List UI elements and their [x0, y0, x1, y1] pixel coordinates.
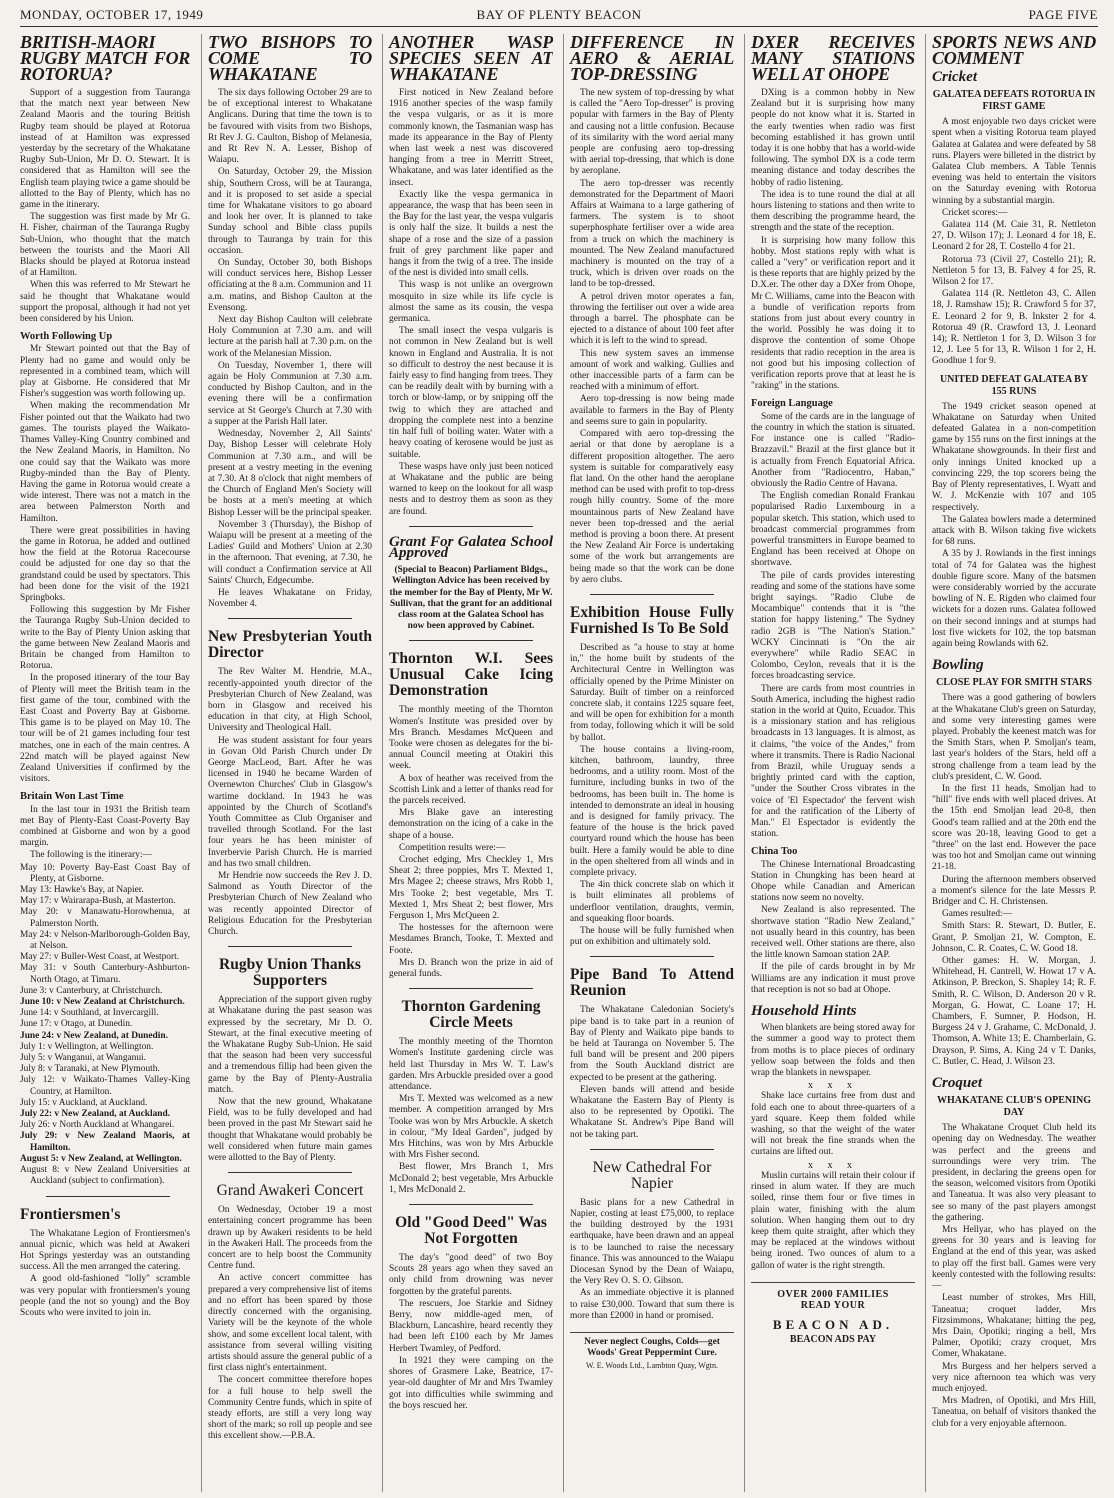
- paragraph: Next day Bishop Caulton will celebrate Holy Communion at 7.30 a.m. and will lecture at the parish hall at 7.30 p.m. on the work of the Melanesian Mission.: [208, 315, 372, 359]
- paragraph: The Galatea bowlers made a determined attack with B. Wilson taking five wickets for 68 runs.: [932, 514, 1096, 548]
- itinerary-item: July 8: v Taranaki, at New Plymouth.: [20, 1064, 160, 1075]
- divider: [590, 956, 714, 957]
- paragraph: Least number of strokes, Mrs Hill, Taneatua; croquet ladder, Mrs Fitzsimmons, Whakatane; hitting the peg, Mrs Dain, Opotiki; ringing a bell, Mrs Palmer, Opotiki; crazy croquet, Mrs Comer, Whakatane.: [932, 1293, 1096, 1360]
- paragraph: When blankets are being stored away for the summer a good way to protect them from moths is to place pieces of ordinary yellow soap between the folds and then wrap the blankets in newspaper.: [751, 1023, 915, 1079]
- headline-frontiersmen: Frontiersmen's: [20, 1205, 121, 1223]
- paragraph: Games resulted:—: [942, 909, 1013, 920]
- paragraph: A 35 by J. Rowlands in the first innings total of 74 for Galatea was the highest double figure score. Many of the batsmen were considerably worried by the accurate bowling of N. E. Rigden who claimed four wickets for a dozen runs. Galatea followed on their second innings and at stumps had lost five wickets for 102, the top batsman again being Rowlands with 62.: [932, 549, 1096, 649]
- headline-two-bishops: TWO BISHOPS TO COME TO WHAKATANE: [208, 34, 372, 84]
- separator-mark: x x x: [808, 1159, 858, 1171]
- paragraph: It is surprising how many follow this hobby. Most stations reply with what is called a "very" or verification report and it is these reports that are highly prized by the D.X.er. The other day a DXer from Ohope, Mr C. Williams, came into the Beacon with a bundle of verification reports from stations from just about every country in the world. Possibly he was doing it to disprove the contention of some Ohope residents that radio reception in the area is not good but his imposing collection of verification reports prove that at least he is "raking" in the stations.: [751, 235, 915, 392]
- paragraph: The following is the itinerary:—: [30, 850, 152, 861]
- column-2: [201, 34, 372, 1492]
- itinerary-item: May 17: v Wairarapa-Bush, at Masterton.: [20, 896, 176, 907]
- headline-gardening-circle: Thornton Gardening Circle Meets: [401, 998, 541, 1032]
- divider: [409, 526, 533, 527]
- paragraph: In the first 11 heads, Smoljan had to "hill" five ends with well placed drives. At the 15th end Smoljan lead 20-8, then Good's team rallied and at the 20th end the score was 20-18, leaving Good to get a "three" on the last end. However the pace was too hot and Smoljan came out winning 21-18.: [932, 783, 1096, 873]
- ad-advertiser: W. E. Woods Ltd., Lambton Quay, Wgtn.: [585, 1360, 718, 1370]
- headline-sports-news: SPORTS NEWS AND COMMENT: [932, 34, 1096, 68]
- paragraph: Mrs Blake gave an interesting demonstration on the icing of a cake in the shape of a house.: [389, 808, 553, 841]
- article-body: [751, 412, 915, 841]
- paragraph: The concert committee therefore hopes for a full house to help swell the Community Centre funds, which in spite of steady efforts, are still a very long way short of the mark; so roll up people and see this excellent show.—P.B.A.: [208, 1375, 372, 1442]
- headline-croquet-opening: WHAKATANE CLUB'S OPENING DAY: [936, 1095, 1092, 1119]
- grant-announcement: (Special to Beacon) Parliament Bldgs., Wellington Advice has been received by the member for the Bay of Plenty, Mr W. Sullivan, that the grant for an additional class room at the Galatea School has now been approved by Cabinet.: [389, 565, 553, 632]
- paragraph: Appreciation of the support given rugby at Whakatane during the past season was expressed by the secretary, Mr D. O. Stewart, at the final executive meeting of the Whakatane Rugby Sub-Union. He said that the season had been very successful and a tremendous fillip had been given the game by the Bay of Plenty-Australia match.: [208, 995, 372, 1095]
- divider: [409, 1204, 533, 1205]
- paragraph: He leaves Whakatane on Friday, November 4.: [208, 587, 372, 610]
- paragraph: The rescuers, Joe Starkie and Sidney Berry, now middle-aged men, of Blackburn, Lancashire, heard recently they had been left £100 each by Mr James Herbert Twamley, of Pedford.: [389, 1298, 553, 1354]
- itinerary-item: July 5: v Wanganui, at Wanganui.: [20, 1053, 146, 1064]
- paragraph: Following this suggestion by Mr Fisher the Tauranga Rugby Sub-Union decided to write to the Bay of Plenty Union asking that the game between New Zealand Maoris and Britain be changed from Hamilton to Rotorua.: [20, 605, 190, 672]
- paragraph: Competition results were:—: [399, 842, 506, 853]
- article-body: [751, 88, 915, 392]
- divider: [228, 1172, 352, 1173]
- itinerary-item: July 12: v Waikato-Thames Valley-King Country, at Hamilton.: [20, 1075, 190, 1097]
- itinerary-item: August 5: v New Zealand, at Wellington.: [20, 1153, 182, 1164]
- article-body: [208, 667, 372, 938]
- masthead: [20, 4, 1098, 27]
- divider: [409, 640, 533, 641]
- paragraph: In the proposed itinerary of the tour Bay of Plenty will meet the British team in the first game of the tour, combined with the East Coast and Poverty Bay at Gisborne. This game is to be played on May 10. The tour will be of 21 games including four test matches, one in each of the main centres. A 22nd match will be played against New Zealand Universities if confirmed by the visitors.: [20, 673, 190, 785]
- article-body: [570, 1198, 734, 1322]
- paragraph: Support of a suggestion from Tauranga that the match next year between New Zealand Maoris and the touring British Rugby team should be played at Rotorua instead of at Hamilton was expressed yesterday by the secretary of the Whakatane Rugby Sub-Union, Mr D. O. Stewart. It is considered that as Hamilton will see the English team playing twice a game should be allotted to the Bay of Plenty, which has no game in the itinerary.: [20, 88, 190, 211]
- article-body: [389, 1037, 553, 1196]
- article-body: [208, 1205, 372, 1442]
- article-body: [932, 402, 1096, 650]
- paragraph: Mrs D. Branch won the prize in aid of general funds.: [389, 957, 553, 980]
- ad-line: BEACON AD.: [772, 1317, 894, 1333]
- paragraph: Aero top-dressing is now being made available to farmers in the Bay of Plenty and seems sure to gain in popularity.: [570, 394, 734, 427]
- paragraph: The Whakatane Caledonian Society's pipe band is to take part in a reunion of Bay of Plenty and Waikato pipe bands to be held at Tauranga on November 5. The full band will be present and 200 pipers from the South Auckland district are expected to be present at the gathering.: [570, 1005, 734, 1083]
- subheading: China Too: [751, 846, 798, 858]
- tour-itinerary: [20, 863, 190, 1188]
- paragraph: He was student assistant for four years in Govan Old Parish Church under Dr George MacLeod, Bart. After he was licensed in 1940 he became Warden of Overnewton Churches' Club in Glasgow's wartime dockland. In 1943 he was appointed by the Church of Scotland's Youth Committee as Club Organiser and travelled through Scotland. For the last four years he has been minister of Inverbervie Parish Church. He is married and has two small children.: [208, 735, 372, 869]
- article-body: [751, 1023, 915, 1271]
- itinerary-item: July 26: v North Auckland at Whangarei.: [20, 1120, 175, 1131]
- column-4: [563, 34, 734, 1492]
- paragraph: An active concert committee has prepared a very comprehensive list of items and no effort has been spared by those directly concerned with the organising. Variety will be the keynote of the whole show, and some excellent local talent, with assistance from several willing visiting artists should assure the general public of a first class night's entertainment.: [208, 1273, 372, 1374]
- paragraph: Mr Hendrie now succeeds the Rev J. D. Salmond as Youth Director of the Presbyterian Church of New Zealand who was recently appointed Director of Religious Education for the Presbyterian Church.: [208, 871, 372, 938]
- article-body: [932, 1123, 1096, 1429]
- section-bowling: Bowling: [932, 657, 984, 674]
- paragraph: Mrs Burgess and her helpers served a very nice afternoon tea which was very much enjoyed.: [932, 1361, 1096, 1394]
- paragraph: As an immediate objective it is planned to raise £30,000. Toward that sum there is more than £2000 in hand or promised.: [570, 1288, 734, 1321]
- page-number: PAGE FIVE: [1028, 7, 1098, 22]
- paragraph: On Tuesday, November 1, there will again be Holy Communion at 7.30 a.m. conducted by Bishop Caulton, and in the evening there will be a confirmation service at St George's Church at 7.30 with a supper at the Parish Hall later.: [208, 360, 372, 427]
- ad-line: READ YOUR: [800, 1299, 866, 1311]
- paragraph: The Rev Walter M. Hendrie, M.A., recently-appointed youth director of the Presbyterian Church of New Zealand, was born in Glasgow and received his education in that city, at High School, University and Theological Hall.: [208, 667, 372, 734]
- paragraph: The house contains a living-room, kitchen, bathroom, laundry, three bedrooms, and a utility room. Most of the furniture, including bunks in two of the bedrooms, has been built in. The home is intended to demonstrate an ideal in housing and is designed for family privacy. The feature of the house is the brick paved courtyard round which the house has been built. Here a family would be able to dine in the open sheltered from all winds and in complete privacy.: [570, 744, 734, 878]
- article-body: [389, 1253, 553, 1412]
- section-croquet: Croquet: [932, 1075, 983, 1092]
- paragraph: The pile of cards provides interesting reading and some of the stations have some bright sayings. "Radio Clube de Mocambique" contends that it is "the station for happy listening." The Sydney radio 2GB is "The Nation's Station." WCKY Cincinnati is "On the air everywhere" while Radio SEAC in Colombo, Ceylon, reveals that it is the forces broadcasting service.: [751, 570, 915, 682]
- paragraph: Mr Stewart pointed out that the Bay of Plenty had no game and would only be represented in a combined team, which will play at Gisborne. He considered that Mr Fisher's suggestion was worth following up.: [20, 344, 190, 400]
- divider: [228, 618, 352, 619]
- article-body: [20, 805, 190, 862]
- subheading: Foreign Language: [751, 398, 833, 410]
- paragraph: Smith Stars: R. Stewart, D. Butler, E. Grant, P. Smoljan 21, W. Compton, E. Johnson, C. R. Coates, C. W. Good 18.: [932, 921, 1096, 954]
- itinerary-item: July 29: v New Zealand Maoris, at Hamilton.: [20, 1131, 190, 1153]
- headline-galatea-rotorua: GALATEA DEFEATS ROTORUA IN FIRST GAME: [932, 89, 1096, 113]
- newspaper-columns: [20, 34, 1100, 1492]
- divider: [46, 1196, 170, 1197]
- paragraph: During the afternoon members observed a moment's silence for the late Messrs P. Bridger and C. H. Christensen.: [932, 874, 1096, 907]
- paragraph: Mrs T. Mexted was welcomed as a new member. A competition arranged by Mrs Tooke was won by Mrs Arbuckle. A sketch in colour, "My Ideal Garden", judged by Mrs Hitchins, was won by Mrs Arbuckle with Mrs Fisher second.: [389, 1094, 553, 1161]
- headline-pipe-band: Pipe Band To Attend Reunion: [570, 966, 734, 1000]
- paragraph: Mrs Madren, of Opotiki, and Mrs Hill, Taneatua, on behalf of visitors thanked the club for a very enjoyable afternoon.: [932, 1396, 1096, 1429]
- ad-text: Never neglect Coughs, Colds—get Woods' Great Peppermint Cure.: [584, 1337, 720, 1359]
- paragraph: Eleven bands will attend and beside Whakatane the Eastern Bay of Plenty is also to be represented by Opotiki. The Whakatane St. Andrew's Pipe Band will not be taking part.: [570, 1084, 734, 1140]
- ad-line: BEACON ADS PAY: [789, 1334, 877, 1346]
- article-body: [932, 117, 1096, 367]
- issue-date: MONDAY, OCTOBER 17, 1949: [20, 7, 204, 22]
- subheading: Britain Won Last Time: [20, 791, 124, 803]
- itinerary-item: June 3: v Canterbury, at Christchurch.: [20, 985, 163, 996]
- article-body: [389, 705, 553, 980]
- article-body: [751, 860, 915, 996]
- paragraph: If the pile of cards brought in by Mr Williams are any indication it must prove that reception is not so bad at Ohope.: [751, 962, 915, 995]
- divider: [228, 946, 352, 947]
- headline-united-galatea: UNITED DEFEAT GALATEA BY 155 RUNS: [939, 373, 1089, 397]
- section-cricket: Cricket: [932, 69, 977, 85]
- separator-mark: x x x: [808, 1080, 858, 1092]
- headline-household-hints: Household Hints: [751, 1003, 857, 1020]
- paragraph: The 4in thick concrete slab on which it is built eliminates all problems of underfloor ventilation, draughts, vermin, and squeaking floor boards.: [570, 880, 734, 924]
- headline-cake-icing: Thornton W.I. Sees Unusual Cake Icing Demonstration: [389, 650, 553, 700]
- advertisement-peppermint-cure: [570, 1332, 734, 1371]
- itinerary-item: May 13: Hawke's Bay, at Napier.: [20, 885, 144, 896]
- paragraph: On Sunday, October 30, both Bishops will conduct services here, Bishop Lesser officiating at the 8 a.m. Communion and 11 a.m. matins, and Bishop Caulton at the Evensong.: [208, 258, 372, 313]
- paragraph: Shake lace curtains free from dust and fold each one to about three-quarters of a yard square. Keep them folded while washing, so that the weight of the water will not break the fine strands when the curtains are lifted out.: [751, 1091, 915, 1158]
- itinerary-item: June 10: v New Zealand at Christchurch.: [20, 997, 185, 1008]
- paragraph: The hostesses for the afternoon were Mesdames Branch, Tooke, T. Mexted and Foote.: [389, 923, 553, 956]
- headline-exhibition-house: Exhibition House Fully Furnished Is To Be Sold: [570, 603, 734, 637]
- paragraph: New Zealand is also represented. The shortwave station "Radio New Zealand," not usually heard in this country, has been received well. Other stations are there, also the little known Samoan station 2AP.: [751, 905, 915, 961]
- itinerary-item: May 27: v Buller-West Coast, at Westport.: [20, 952, 180, 963]
- headline-napier-cathedral: New Cathedral For Napier: [592, 1158, 712, 1192]
- headline-good-deed: Old "Good Deed" Was Not Forgotten: [395, 1214, 547, 1248]
- paragraph: Best flower, Mrs Branch 1, Mrs McDonald 2; best vegetable, Mrs Arbuckle 1, Mrs McDonald 2.: [389, 1162, 553, 1195]
- column-3: [382, 34, 553, 1492]
- paragraph: First noticed in New Zealand before 1916 another species of the wasp family the vespa vulgaris, or as it is more commonly known, the Tasmanian wasp has made its appearance in the Bay of Plenty when last week a nest was discovered hanging from a tree in Merritt Street, Whakatane, and was later identified as the insect.: [389, 88, 553, 188]
- headline-dxer: DXER RECEIVES MANY STATIONS WELL AT OHOPE: [751, 34, 915, 84]
- paragraph: Compared with aero top-dressing the aerial or that done by aeroplane is a different proposition altogether. The aero system is suitable for comparatively easy flat land. On the other hand the aeroplane method can be used with profit to top-dress rough hilly country. Some of the more mountainous parts of New Zealand have never been top-dressed and the aerial method is proving a boon there. At present the New Zealand Air Force is undertaking some of the work but arrangements are being made so that the work can be done by aero clubs.: [570, 429, 734, 585]
- itinerary-item: July 1: v Wellington, at Wellington.: [20, 1041, 154, 1052]
- paragraph: The Whakatane Croquet Club held its opening day on Wednesday. The weather was perfect and the greens and surroundings were very trim. The president, in declaring the greens open for the season, welcomed visitors from Opotiki and Taneatua. It was also very pleasant to see so many of the past players amongst the gathering.: [932, 1123, 1096, 1223]
- paragraph: On Wednesday, October 19 a most entertaining concert programme has been drawn up by Awakeri residents to be held in the Awakeri Hall. The proceeds from the concert are to help boost the Community Centre fund.: [208, 1205, 372, 1272]
- paragraph: Now that the new ground, Whakatane Field, was to be fully developed and had been proved in the past Mr Stewart said he thought that Whakatane would probably be well considered when future main games were allotted to the Bay of Plenty.: [208, 1097, 372, 1164]
- paragraph: This wasp is not unlike an overgrown mosquito in size while its life cycle is almost the same as its cousin, the vespa germanica.: [389, 280, 553, 325]
- itinerary-item: August 8: v New Zealand Universities at Auckland (subject to confirmation).: [20, 1165, 190, 1187]
- paragraph: In the last tour in 1931 the British team met Bay of Plenty-East Coast-Poverty Bay combined at Gisborne and won by a good margin.: [20, 804, 190, 849]
- paragraph: There are cards from most countries in South America, including the highest radio station in the world at Quito, Ecuador. This is a missionary station and has religious broadcasts in 13 languages. It is almost, as it claims, "the voice of the Andes," from where it transmits. There is Radio Nacional from Brazil, while Uruguay sends a brightly printed card with the caption, "under the Souther Cross vibrates in the voice of 'El Espectador' the fervent wish for and the ratification of the Liberty of Man." El Espectador is evidently the station.: [751, 683, 915, 840]
- article-body: [570, 643, 734, 948]
- paragraph: A petrol driven motor operates a fan, throwing the fertiliser out over a wide area through a barrel. The phosphate can be ejected to a distance of about 100 feet after which it is left to the wind to spread.: [570, 291, 734, 347]
- itinerary-item: June 14: v Southland, at Invercargill.: [20, 1008, 159, 1019]
- divider: [590, 1149, 714, 1150]
- paragraph: Cricket scores:—: [942, 207, 1008, 218]
- headline-youth-director: New Presbyterian Youth Director: [208, 628, 372, 662]
- paragraph: Wednesday, November 2, All Saints' Day, Bishop Lesser will celebrate Holy Communion at 7.30 a.m., and will be present at a vestry meeting in the evening at 7.30. At 8 o'clock that night members of the Church of England Men's Society will be hosts at a men's meeting at which Bishop Lesser will be the principal speaker.: [208, 429, 372, 518]
- article-body: [20, 1229, 190, 1320]
- column-5: [744, 34, 915, 1492]
- paragraph: The monthly meeting of the Thornton Women's Institute gardening circle was held last Thursday in Mrs W. T. Law's garden. Mrs Arbuckle presided over a good attendance.: [389, 1037, 553, 1093]
- paragraph: There was a good gathering of bowlers at the Whakatane Club's green on Saturday, and some very interesting games were played. Probably the keenest match was for the Smith Stars, when P. Smoljan's team, last year's holders of the Stars, held off a strong challenge from a team lead by the club's president, C. W. Good.: [932, 693, 1096, 782]
- paragraph: The new system of top-dressing by what is called the "Aero Top-dresser" is proving popular with farmers in the Bay of Plenty and causing not a little confusion. Because of its similarity with the word aerial many people are confusing aero top-dressing with aerial top-dressing, that which is done by aeroplane.: [570, 88, 734, 177]
- article-body: [20, 88, 190, 325]
- subheading: Worth Following Up: [20, 331, 113, 343]
- paragraph: A good old-fashioned "lolly" scramble was very popular with frontiersmen's young people (and the not so young) and the Boy Scouts who were invited to join in.: [20, 1274, 190, 1318]
- itinerary-item: May 24: v Nelson-Marlborough-Golden Bay, at Nelson.: [20, 929, 190, 952]
- itinerary-item: May 10: Poverty Bay-East Coast Bay of Plenty, at Gisborne.: [20, 862, 190, 884]
- article-body: [20, 344, 190, 785]
- itinerary-item: May 31: v South Canterbury-Ashburton-North Otago, at Timaru.: [20, 963, 190, 985]
- paragraph: The house will be fully furnished when put on exhibition and ultimately sold.: [570, 926, 734, 948]
- column-1: [20, 34, 190, 1492]
- headline-smith-stars: CLOSE PLAY FOR SMITH STARS: [936, 677, 1092, 689]
- paragraph: Other games: H. W. Morgan, J. Whitehead, H. Cantrell, W. Howat 17 v A. Atkinson, P. Breckon, S. Shapley 14; R. F. Smith, R. C. Wilson, D. Anderson 20 v R. Morgan, G. Howat, C. Loane 17; H. Chambers, F. Sumner, P. Hodson, H. Burgess 24 v J. Grahame, C. McDonald, J. Thomson, A. White 13; E. Chamberlain, G. Drayson, P. Sims, A. King 24 v T. Danks, C. Butler, C. Head, J. Wilson 23.: [932, 956, 1096, 1067]
- newspaper-title: BAY OF PLENTY BEACON: [476, 7, 642, 22]
- divider: [590, 594, 714, 595]
- headline-rugby-match: BRITISH-MAORI RUGBY MATCH FOR ROTORUA?: [20, 34, 190, 84]
- paragraph: The monthly meeting of the Thornton Women's Institute was presided over by Mrs Branch. Mesdames McQueen and Tooke were chosen as delegates for the bi-annual Council meeting at Otakiri this week.: [389, 705, 553, 772]
- paragraph: The 1949 cricket season opened at Whakatane on Saturday when United defeated Galatea in a non-competition game by 155 runs on the first innings at the Whakatane showgrounds. In their first and only innings United knocked up a convincing 229, the top scorers being the Bay of Plenty representatives, I. Wyatt and W. J. McKenzie with 107 and 105 respectively.: [932, 401, 1096, 513]
- article-body: [570, 1005, 734, 1140]
- paragraph: On Saturday, October 29, the Mission ship, Southern Cross, will be at Tauranga, and it is proposed to set aside a special time for Whakatane visitors to go aboard and look her over. It is planned to take Sunday school and Bible class pupils through to Tauranga by train for this occasion.: [208, 167, 372, 256]
- beacon-ad-box: [751, 1282, 915, 1346]
- paragraph: Exactly like the vespa germanica in appearance, the wasp that has been seen in the Bay for the last year, the vespa vulgaris is only half the size. It builds a nest the shape of a rose and the size of a passion fruit of grey parchment like paper and hangs it from the twig of a tree. The inside of the nest is divided into small cells.: [389, 189, 553, 279]
- paragraph: The idea is to tune round the dial at all hours listening to stations and then write to them describing the programme heard, the strength and the state of the reception.: [751, 189, 915, 234]
- ad-line: OVER 2000 FAMILIES: [777, 1288, 889, 1300]
- paragraph: Galatea 114 (R. Nettleton 43, C. Allen 18, J. Ramshaw 15); R. Crawford 5 for 37, E. Leonard 2 for 9, B. Inkster 2 for 4. Rotorua 49 (R. Crawford 13, J. Leonard 14); R. Nettleton 1 for 3, D. Wilson 3 for 12, J. Lee 5 for 13, R. Wilson 1 for 2, H. Goodhue 1 for 9.: [932, 289, 1096, 367]
- paragraph: DXing is a common hobby in New Zealand but it is surprising how many people do not know what it is. Started in the early twenties when radio was first becoming established it has grown until today it is one hobby that has a world-wide following. The symbol DX is a code term meaning distance and today describes the hobby of radio listening.: [751, 88, 915, 188]
- article-body: [208, 88, 372, 610]
- paragraph: Galatea 114 (M. Caie 31, R. Nettleton 27, D. Wilson 17); J. Leonard 4 for 18, E. Leonard 2 for 28, T. Costello 4 for 21.: [932, 220, 1096, 253]
- paragraph: This new system saves an immense amount of work and walking. Gullies and other inaccessible parts of a farm can be reached with a minimum of effort.: [570, 348, 734, 393]
- paragraph: Crochet edging, Mrs Checkley 1, Mrs Sheat 2; three poppies, Mrs T. Mexted 1, Mrs Magee 2; cheese straws, Mrs Robb 1, Mrs Tooke 2; best vegetable, Mrs T. Mexted 1, Mrs Sheat 2; best flower, Mrs Ferguson 1, Mrs McQueen 2.: [389, 854, 553, 921]
- paragraph: Some of the cards are in the language of the country in which the station is situated. For instance one is called "Radio-Brazzavil." Brazil at the first glance but it is actually from French Equatorial Africa. Another from "Radiocentro, Haban," obviously the Radio Centre of Havana.: [751, 411, 915, 489]
- paragraph: The day's "good deed" of two Boy Scouts 28 years ago when they saved an only child from drowning was never forgotten by the grateful parents.: [389, 1253, 553, 1297]
- itinerary-item: May 20: v Manawatu-Horowhenua, at Palmerston North.: [20, 907, 190, 929]
- paragraph: Described as "a house to stay at home in," the home built by students of the Architectural Centre in Wellington was officially opened by the Prime Minister on Saturday. Built of timber on a reinforced concrete slab, it contains 1225 square feet, and will be open for exhibition for a month from today, following which it will be sold by ballot.: [570, 642, 734, 743]
- article-body: [208, 995, 372, 1164]
- paragraph: The six days following October 29 are to be of exceptional interest to Whakatane Anglicans. During that time the town is to be favoured with visits from two Bishops, Rt Rev J. G. Caulton, Bishop of Melanesia, and Rt Rev N. A. Lesser, Bishop of Waiapu.: [208, 88, 372, 166]
- headline-galatea-grant: Grant For Galatea School Approved: [389, 533, 553, 561]
- divider: [409, 988, 533, 989]
- column-6: [925, 34, 1096, 1492]
- article-body: [389, 88, 553, 518]
- paragraph: The Chinese International Broadcasting Station in Chungking has been heard at Ohope while Canadian and American stations now seem no novelty.: [751, 859, 915, 904]
- paragraph: The small insect the vespa vulgaris is not common in New Zealand but is well known in England and Australia. It is not so difficult to destroy the nest because it is fairly easy to find hanging from trees. They can be readily dealt with by burning with a torch or blow-lamp, or by snipping off the twig to which they are attached and dropping the complete nest into a benzine tin half full of boiling water. Water with a heavy coating of kerosene would be just as suitable.: [389, 326, 553, 460]
- headline-top-dressing: DIFFERENCE IN AERO & AERIAL TOP-DRESSING: [570, 34, 734, 84]
- paragraph: The Whakatane Legion of Frontiersmen's annual picnic, which was held at Awakeri Hot Springs yesterday was an outstanding success. All the men arranged the catering.: [20, 1228, 190, 1273]
- headline-wasp-species: ANOTHER WASP SPECIES SEEN AT WHAKATANE: [389, 34, 553, 84]
- paragraph: A most enjoyable two days cricket were spent when a visiting Rotorua team played Galatea at Galatea and were defeated by 58 runs. Players were billeted in the district by Galatea Club members. A Table Tennis evening was held to entertain the visitors on the Saturday evening with Rotorua winning by a substantial margin.: [932, 117, 1096, 206]
- paragraph: When this was referred to Mr Stewart he said he thought that Whakatane would support the proposal, although it had not yet been considered by his Union.: [20, 280, 190, 325]
- paragraph: Basic plans for a new Cathedral in Napier, costing at least £75,000, to replace the building destroyed by the 1931 earthquake, have been drawn and an appeal is to be launched to raise the necessary finance. This was announced to the Waiapu Diocesan Synod by the Dean of Waiapu, the Very Rev O. S. O. Gibson.: [570, 1197, 734, 1287]
- itinerary-item: June 24: v New Zealand, at Dunedin.: [20, 1030, 168, 1041]
- paragraph: Mrs Hellyar, who has played on the greens for 30 years and is leaving for England at the end of this year, was asked to play off the first ball. Games were very keenly contested with the following results:—: [932, 1225, 1096, 1292]
- article-body: [570, 88, 734, 586]
- paragraph: November 3 (Thursday), the Bishop of Waiapu will be present at a meeting of the Ladies' Guild and Mothers' Union at 2.30 in the afternoon. That evening, at 7.30, he will conduct a Confirmation service at All Saints' Church, Edgecumbe.: [208, 519, 372, 586]
- itinerary-item: July 22: v New Zealand, at Auckland.: [20, 1109, 171, 1120]
- paragraph: Rotorua 73 (Civil 27, Costello 21); R. Nettleton 5 for 13, B. Falvey 4 for 25, R. Wilson 2 for 17.: [932, 254, 1096, 288]
- paragraph: There were great possibilities in having the game in Rotorua, he added and outlined how the field at the Rotorua Racecourse could be adjusted for one day so that the grandstand could be used by spectators. This had been done for the visit of the 1921 Springboks.: [20, 525, 190, 603]
- paragraph: These wasps have only just been noticed at Whakatane and the public are being warned to keep on the lookout for all wasp nests and to destroy them as soon as they are found.: [389, 461, 553, 517]
- paragraph: When making the recommendation Mr Fisher pointed out that the Waikato had two games. The tourists played the Waikato-Thames Valley-King Country combined and the New Zealand Maoris, in Hamilton. No one could say that the Waikato was more Rugby-minded than the Bay of Plenty. Having the game in Rotorua would create a wide interest. There was not a match in the area between Palmerston North and Hamilton.: [20, 401, 190, 524]
- paragraph: In 1921 they were camping on the shores of Grasmere Lake, Beatrice, 17-year-old daughter of Mr and Mrs Twamley got into difficulties while swimming and the boys rescued her.: [389, 1355, 553, 1411]
- paragraph: The English comedian Ronald Frankau popularised Radio Luxembourg in a popular sketch. This station, which used to broadcast commercial programmes from powerful transmitters in Europe beamed to England has been received at Ohope on shortwave.: [751, 491, 915, 569]
- itinerary-item: June 17: v Otago, at Dunedin.: [20, 1019, 133, 1030]
- paragraph: A box of heather was received from the Scottish Link and a letter of thanks read for the parcels received.: [389, 773, 553, 806]
- paragraph: The suggestion was first made by Mr G. H. Fisher, chairman of the Tauranga Rugby Sub-Union, who thought that the match between the tourists and the Maori All Blacks should be played at Rotorua instead of at Hamilton.: [20, 212, 190, 279]
- paragraph: Muslin curtains will retain their colour if rinsed in alum water. If they are much soiled, rinse them four or five times in plain water, finishing with the alum solution. When hanging them out to dry keep them quite straight, after which they may be replaced at the windows without being ironed. Two ounces of alum to a gallon of water is the right strength.: [751, 1170, 915, 1271]
- itinerary-item: July 15: v Auckland, at Auckland.: [20, 1097, 148, 1108]
- headline-awakeri-concert: Grand Awakeri Concert: [216, 1182, 364, 1200]
- article-body: [932, 693, 1096, 1068]
- paragraph: The aero top-dresser was recently demonstrated for the Department of Maori Affairs at Waimana to a large gathering of farmers. The system is to shoot superphosphate fertiliser over a wide area from a truck on which the machinery is mounted. The New Zealand manufactured machinery is mounted on the tray of a truck, which is driven over roads on the land to be top-dressed.: [570, 178, 734, 290]
- headline-rugby-thanks: Rugby Union Thanks Supporters: [219, 956, 361, 990]
